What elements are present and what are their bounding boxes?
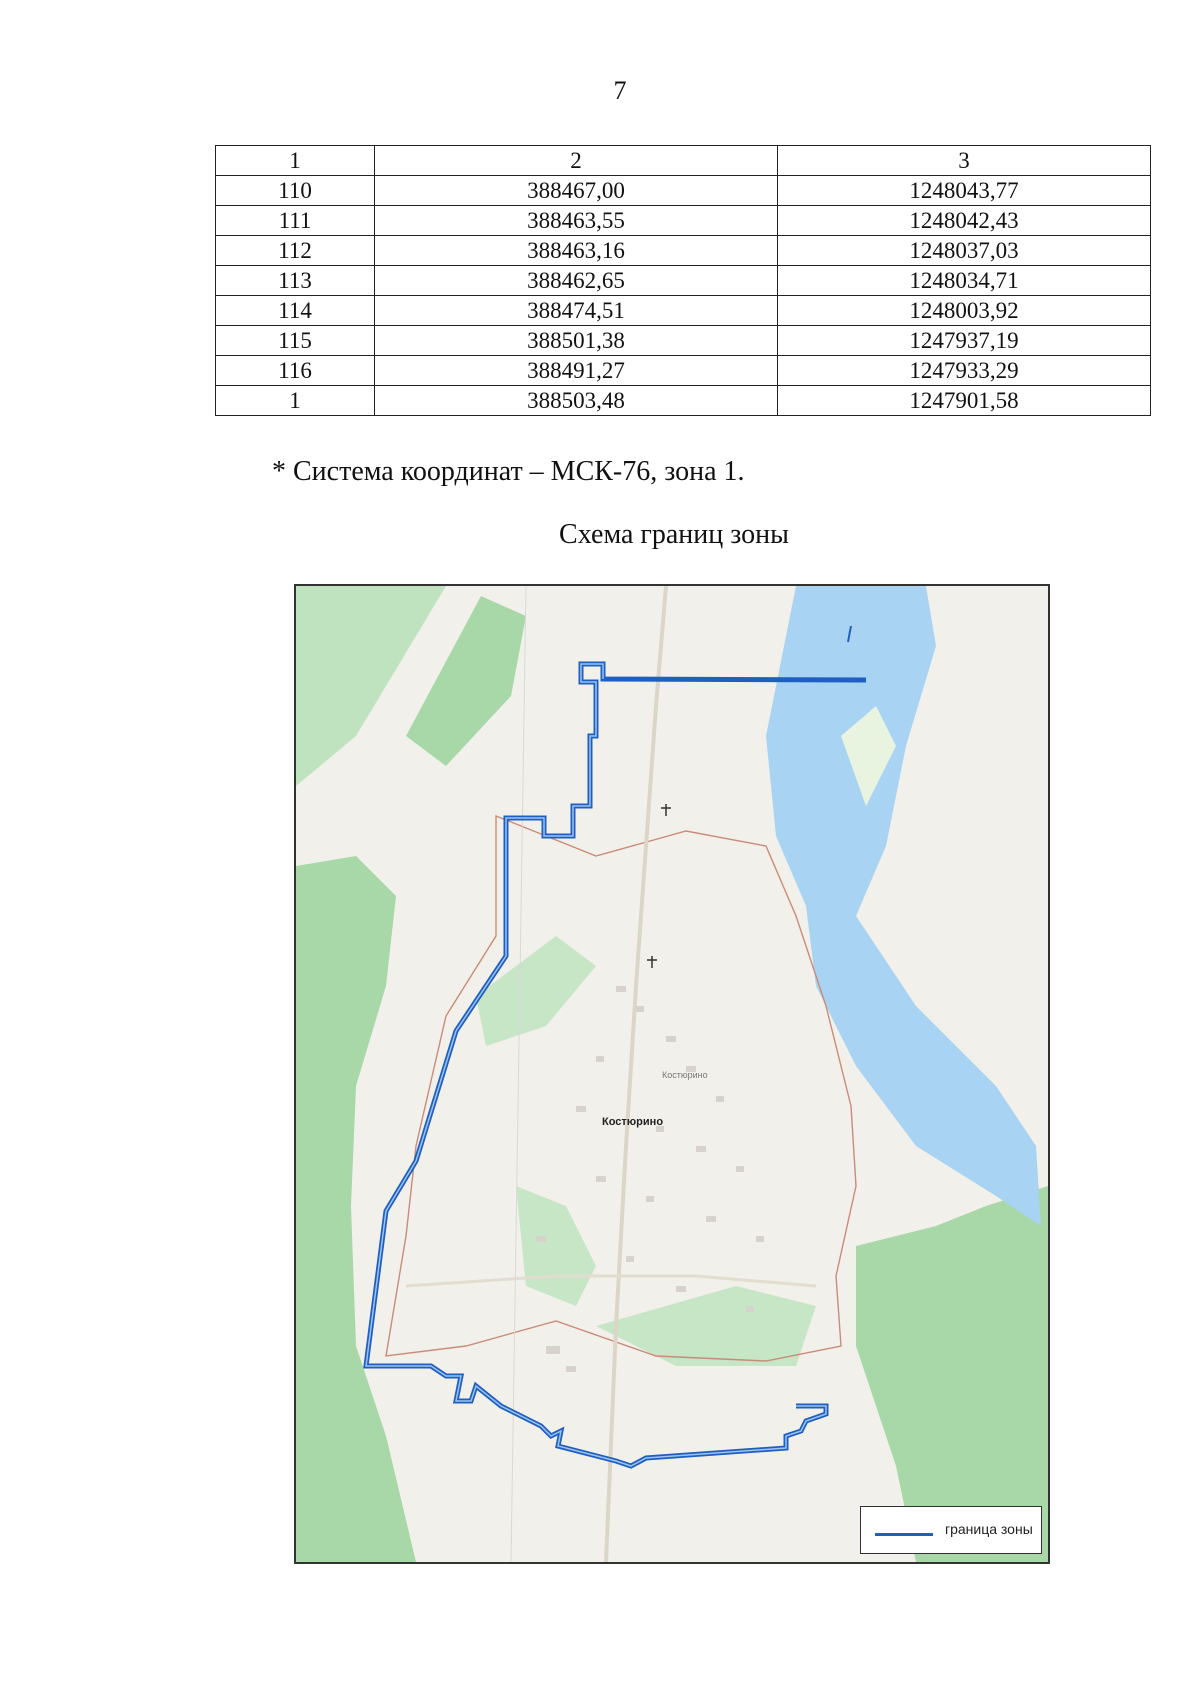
forest-area [596, 1286, 816, 1366]
zone-boundary-map [294, 584, 1050, 1564]
table-cell: 1 [216, 386, 375, 416]
table-cell: 1248003,92 [778, 296, 1151, 326]
table-cell: 388467,00 [375, 176, 778, 206]
table-row [216, 206, 1151, 236]
page-number: 7 [613, 76, 627, 105]
table-cell: 112 [216, 236, 375, 266]
legend-boundary-line [875, 1533, 933, 1536]
table-row [216, 236, 1151, 266]
legend-label: граница зоны [945, 1521, 1033, 1537]
table-cell: 1247901,58 [778, 386, 1151, 416]
table-row [216, 296, 1151, 326]
table-cell: 1248042,43 [778, 206, 1151, 236]
table-header-cell: 2 [375, 146, 778, 176]
main-road [606, 586, 666, 1562]
table-cell: 1248034,71 [778, 266, 1151, 296]
table-row [216, 266, 1151, 296]
church-icon [647, 804, 671, 968]
table-row [216, 176, 1151, 206]
forest-area [296, 856, 416, 1562]
village-label: Костюрино [602, 1116, 664, 1128]
table-cell: 388503,48 [375, 386, 778, 416]
table-cell: 113 [216, 266, 375, 296]
table-cell: 111 [216, 206, 375, 236]
table-cell: 1248037,03 [778, 236, 1151, 266]
forest-area [296, 586, 446, 786]
table-header-row [216, 146, 1151, 176]
table-cell: 388463,16 [375, 236, 778, 266]
table-cell: 388491,27 [375, 356, 778, 386]
table-cell: 116 [216, 356, 375, 386]
village-label-small: Костюрино [662, 1070, 708, 1080]
scheme-title: Схема границ зоны [559, 519, 789, 550]
table-row [216, 326, 1151, 356]
table-cell: 388474,51 [375, 296, 778, 326]
table-cell: 388462,65 [375, 266, 778, 296]
coordinates-table [215, 145, 1151, 416]
table-cell: 1247937,19 [778, 326, 1151, 356]
forest-area [516, 1186, 596, 1306]
forest-area [476, 936, 596, 1046]
table-header-cell: 3 [778, 146, 1151, 176]
side-road [406, 1276, 816, 1286]
table-cell: 1248043,77 [778, 176, 1151, 206]
table-cell: 1247933,29 [778, 356, 1151, 386]
table-header-cell: 1 [216, 146, 375, 176]
table-row [216, 356, 1151, 386]
table-row [216, 386, 1151, 416]
table-cell: 388463,55 [375, 206, 778, 236]
map-legend [860, 1506, 1042, 1554]
coordinate-system-note: * Система координат – МСК-76, зона 1. [272, 456, 745, 487]
settlement-boundary [386, 816, 856, 1361]
table-cell: 388501,38 [375, 326, 778, 356]
table-cell: 114 [216, 296, 375, 326]
table-cell: 115 [216, 326, 375, 356]
table-cell: 110 [216, 176, 375, 206]
